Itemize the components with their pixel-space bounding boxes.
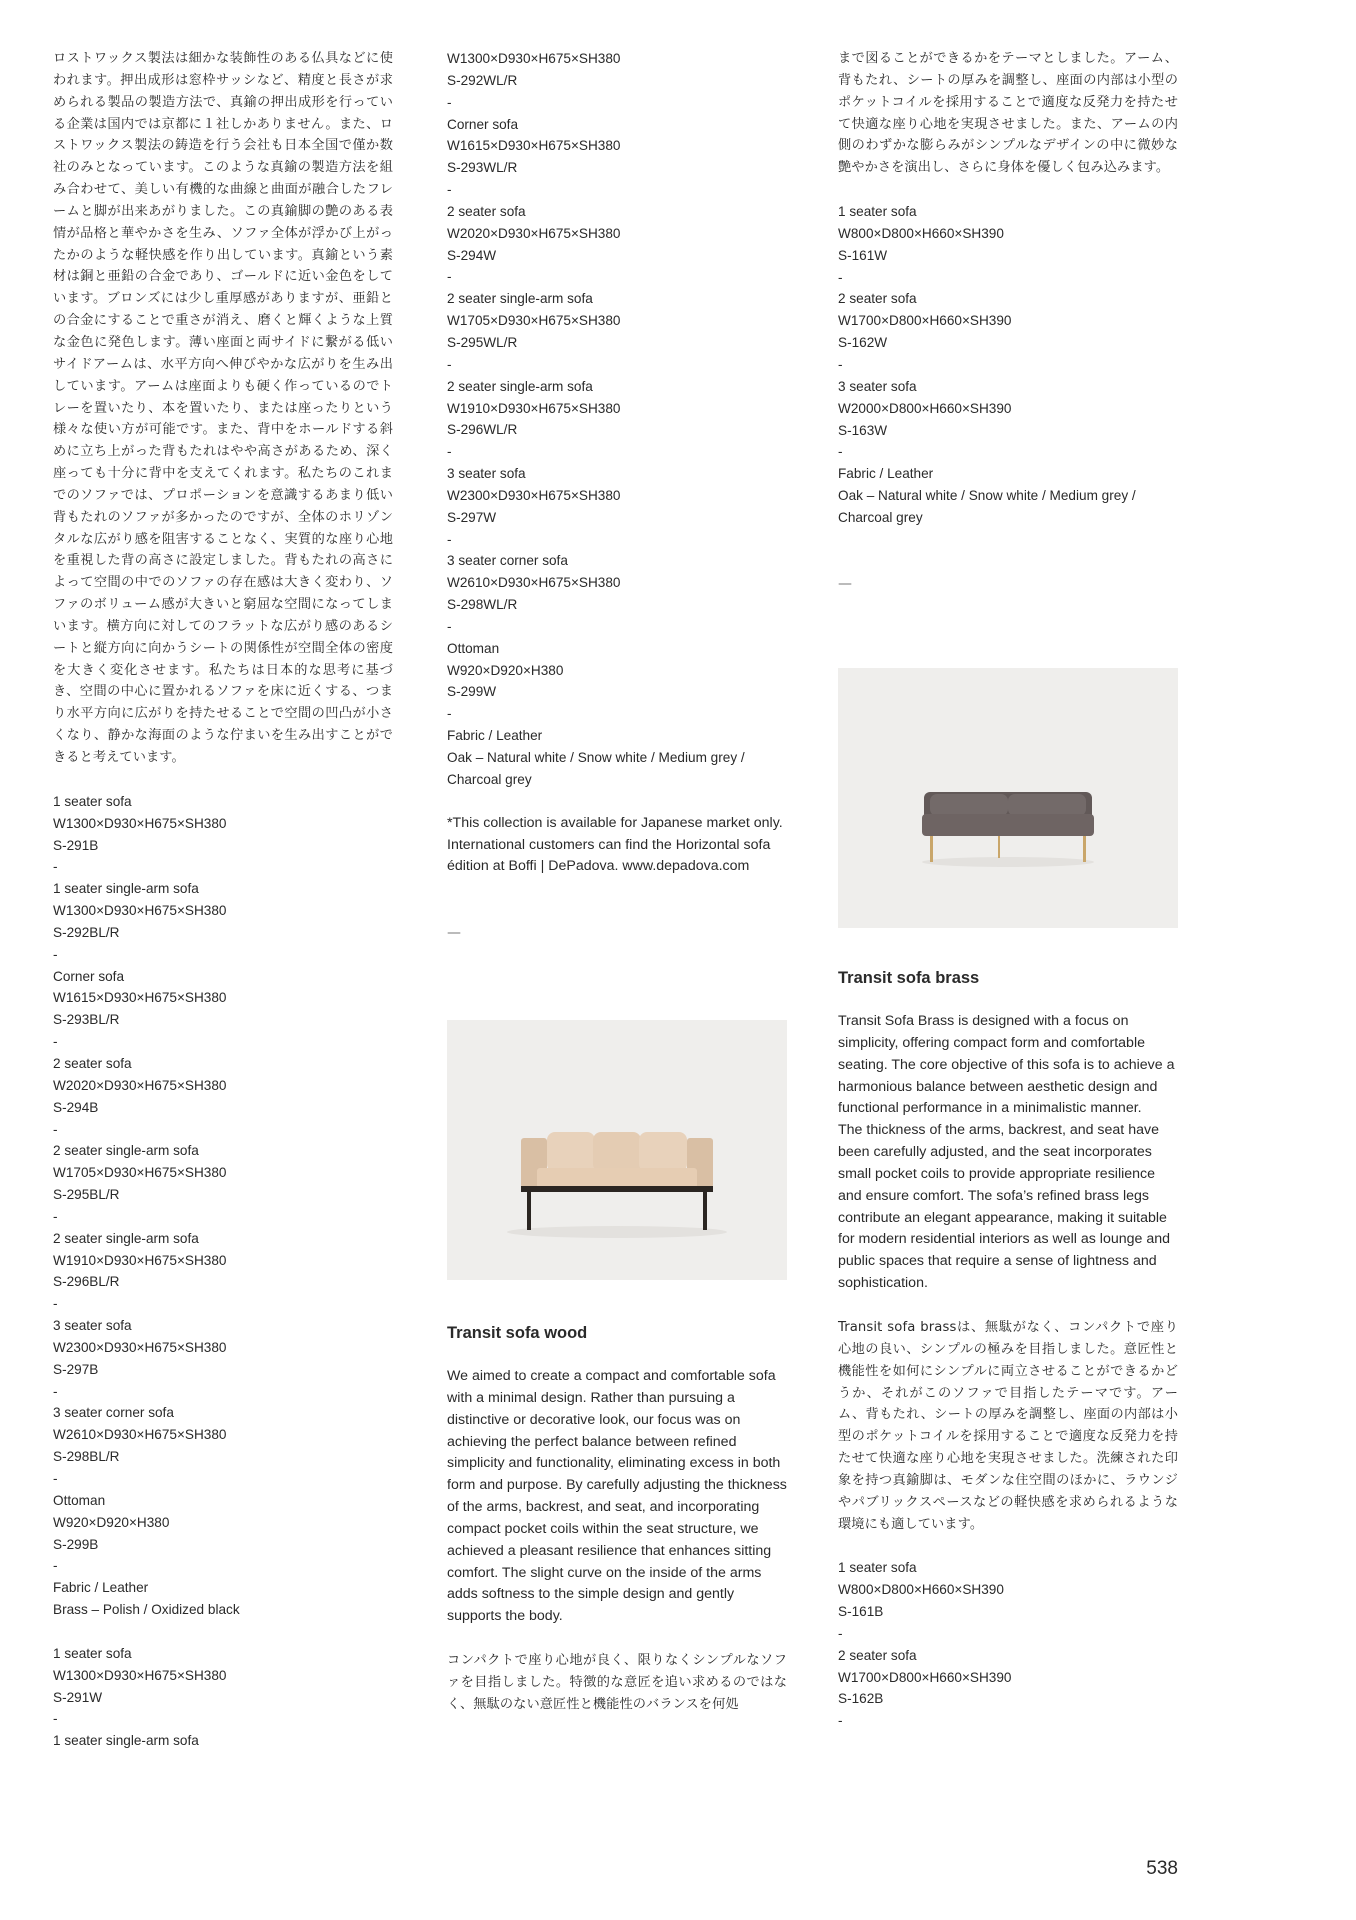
photo-transit-sofa-brass	[838, 668, 1178, 928]
spec-line: W1700×D800×H660×SH390	[838, 313, 1012, 329]
spec-line: W1705×D930×H675×SH380	[53, 1165, 227, 1181]
spec-list-wood-horizontal	[53, 1643, 393, 1752]
spec-line: Ottoman	[53, 1492, 106, 1508]
spec-line: W2020×D930×H675×SH380	[447, 225, 621, 241]
brass-body-jp: Transit sofa brassは、無駄がなく、コンパクトで座り心地の良い、シンプルの極みを目指しました。意匠性と機能性を如何にシンプルに両立させることができるかどうか、それがこのソファで目指したテーマです。アーム、背もたれ、シートの厚みを調整し、座面の内部は小型のポケットコイルを採用することで適度な反発力を持たせて快適な座り心地を実現させました。洗練された印象を持つ真鍮脚は、モダンな住空間のほかに、ラウンジやパブリックスペースなどの軽快感を求められるような環境にも適しています。	[838, 1319, 1178, 1532]
spec-line: -	[53, 859, 58, 875]
spec-line: Corner sofa	[53, 968, 125, 984]
wood-body-jp: コンパクトで座り心地が良く、限りなくシンプルなソファを目指しました。特徴的な意匠を追い求めるのではなく、無駄のない意匠性と機能性のバランスを何処	[447, 1653, 787, 1712]
spec-line: W1910×D930×H675×SH380	[447, 400, 621, 416]
spec-line: -	[53, 946, 58, 962]
spec-line: S-292BL/R	[53, 924, 120, 940]
spec-line: 3 seater sofa	[53, 1318, 132, 1334]
spec-line: 2 seater single-arm sofa	[53, 1230, 199, 1246]
spec-line: -	[53, 1471, 58, 1486]
spec-line: S-291B	[53, 837, 99, 853]
spec-line: S-294W	[447, 247, 497, 263]
spec-list-wood-horizontal-cont	[447, 48, 787, 791]
spec-line: Oak – Natural white / Snow white / Medium grey / Charcoal grey	[447, 750, 749, 787]
spec-line: 3 seater sofa	[447, 466, 526, 482]
spec-line: 1 seater sofa	[838, 204, 917, 220]
spec-line: S-162W	[838, 335, 888, 351]
spec-line: S-293WL/R	[447, 160, 518, 176]
spec-line: -	[447, 706, 452, 722]
spec-line: 1 seater single-arm sofa	[53, 881, 199, 897]
spec-line: S-291W	[53, 1689, 103, 1705]
wood-section	[447, 1322, 787, 1716]
spec-line: W920×D920×H380	[447, 662, 564, 678]
spec-line: Fabric / Leather	[53, 1580, 149, 1596]
spec-list-transit-brass	[838, 1557, 1178, 1732]
spec-line: S-293BL/R	[53, 1012, 120, 1028]
spec-line: -	[53, 1296, 58, 1312]
spec-line: S-161W	[838, 247, 888, 263]
spec-line: -	[447, 269, 452, 285]
spec-line: -	[838, 269, 843, 285]
spec-line: 2 seater sofa	[838, 1647, 917, 1663]
spec-line: W1705×D930×H675×SH380	[447, 313, 621, 329]
spec-line: 2 seater sofa	[53, 1055, 132, 1071]
spec-line: W1300×D930×H675×SH380	[53, 903, 227, 919]
market-note: *This collection is available for Japanese market only. International customers can find the Horizontal sofa édition at Boffi | DePadova. www.depadova.com	[447, 814, 783, 875]
spec-line: W1910×D930×H675×SH380	[53, 1252, 227, 1268]
spec-line: -	[53, 1121, 58, 1137]
spec-line: W1300×D930×H675×SH380	[53, 1667, 227, 1683]
spec-line: S-295WL/R	[447, 334, 518, 350]
spec-line: 3 seater sofa	[838, 378, 917, 394]
spec-line: W800×D800×H660×SH390	[838, 225, 1004, 241]
column-3	[838, 48, 1178, 595]
spec-line: S-299W	[447, 684, 497, 700]
spec-line: 2 seater single-arm sofa	[53, 1143, 199, 1159]
spec-line: -	[53, 1558, 58, 1574]
spec-line: W2300×D930×H675×SH380	[447, 487, 621, 503]
spec-line: S-162B	[838, 1691, 884, 1707]
brass-section	[838, 967, 1178, 1732]
photo-transit-sofa-wood	[447, 1020, 787, 1280]
spec-line: -	[447, 356, 452, 372]
spec-line: Fabric / Leather	[447, 728, 543, 744]
page-number: 538	[1146, 1858, 1178, 1879]
spec-line: 1 seater single-arm sofa	[53, 1733, 199, 1749]
spec-line: -	[53, 1711, 58, 1727]
spec-line: -	[838, 1625, 843, 1641]
spec-line: W2020×D930×H675×SH380	[53, 1077, 227, 1093]
spec-line: Fabric / Leather	[838, 466, 934, 482]
spec-line: 2 seater single-arm sofa	[447, 291, 593, 307]
spec-line: 3 seater corner sofa	[53, 1405, 174, 1421]
spec-line: -	[53, 1034, 58, 1050]
wood-body-jp-cont: まで図ることができるかをテーマとしました。アーム、背もたれ、シートの厚みを調整し、座面の内部は小型のポケットコイルを採用することで適度な反発力を持たせて快適な座り心地を実現させました。また、アームの内側のわずかな膨らみがシンプルなデザインの中に微妙な艶やかさを演出し、さらに身体を優しく包み込みます。	[838, 51, 1178, 176]
spec-line: Corner sofa	[447, 116, 519, 132]
spec-line: W1615×D930×H675×SH380	[53, 990, 227, 1006]
spec-line: -	[53, 1383, 58, 1399]
spec-line: W2610×D930×H675×SH380	[447, 575, 621, 591]
spec-line: 2 seater sofa	[838, 291, 917, 307]
spec-line: Oak – Natural white / Snow white / Medium grey / Charcoal grey	[838, 488, 1140, 525]
spec-line: S-297W	[447, 509, 497, 525]
brass-title: Transit sofa brass	[838, 969, 980, 987]
spec-line: -	[838, 1713, 843, 1729]
spec-line: -	[447, 94, 452, 110]
spec-line: W2300×D930×H675×SH380	[53, 1339, 227, 1355]
spec-list-transit-wood	[838, 201, 1178, 529]
brass-body-en: Transit Sofa Brass is designed with a focus on simplicity, offering compact form and comfortable seating. The core objective of this sofa is to achieve a harmonious balance between aesthetic design and functional performance in a minimalistic manner. The thickness of the arms, backrest, and seat have been carefully adjusted, and the seat incorporates small pocket coils to provide appropriate resilience and ensure comfort. The sofa’s refined brass legs contribute an elegant appearance, making it suitable for modern residential interiors as well as lounge and public spaces that require a sense of lightness and sophistication.	[838, 1013, 1175, 1292]
spec-line: S-295BL/R	[53, 1187, 120, 1203]
wood-title: Transit sofa wood	[447, 1324, 588, 1342]
spec-line: W920×D920×H380	[53, 1514, 170, 1530]
spec-line: S-163W	[838, 422, 888, 438]
spec-line: S-296WL/R	[447, 422, 518, 438]
spec-list-brass-horizontal	[53, 791, 393, 1621]
spec-line: S-297B	[53, 1361, 99, 1377]
spec-line: -	[838, 356, 843, 372]
spec-line: S-299B	[53, 1536, 99, 1552]
spec-line: W2000×D800×H660×SH390	[838, 400, 1012, 416]
spec-line: -	[53, 1208, 58, 1224]
spec-line: S-296BL/R	[53, 1274, 120, 1290]
spec-line: Ottoman	[447, 640, 500, 656]
spec-line: -	[447, 531, 452, 547]
spec-line: W1615×D930×H675×SH380	[447, 138, 621, 154]
spec-line: S-298BL/R	[53, 1449, 120, 1465]
spec-line: -	[447, 444, 452, 460]
spec-line: -	[447, 182, 452, 198]
spec-line: S-161B	[838, 1604, 884, 1620]
spec-line: 1 seater sofa	[53, 793, 132, 809]
spec-line: Brass – Polish / Oxidized black	[53, 1602, 240, 1618]
spec-line: W1700×D800×H660×SH390	[838, 1669, 1012, 1685]
spec-line: W1300×D930×H675×SH380	[447, 51, 621, 66]
spec-line: -	[447, 618, 452, 634]
column-1	[53, 48, 393, 1752]
section-divider: —	[838, 575, 852, 592]
section-divider: —	[447, 925, 461, 942]
spec-line: W800×D800×H660×SH390	[838, 1582, 1004, 1598]
intro-jp-text: ロストワックス製法は細かな装飾性のある仏具などに使われます。押出成形は窓枠サッシなど、精度と長さが求められる製品の製造方法で、真鍮の押出成形を行っている企業は国内では京都に１社しかありません。また、ロストワックス製法の鋳造を行う会社も日本全国で僅か数社のみとなっています。このような真鍮の製造方法を組み合わせて、美しい有機的な曲線と曲面が融合したフレームと脚が出来あがりました。この真鍮脚の艶のある表情が品格と華やかさを生み、ソファ全体が浮かび上がったかのような軽快感を作り出しています。真鍮という素材は銅と亜鉛の合金であり、ゴールドに近い金色をしています。ブロンズには少し重厚感がありますが、亜鉛との合金にすることで重さが消え、磨くと輝くような上質な金色に発色します。薄い座面と両サイドに繋がる低いサイドアームは、水平方向へ伸びやかな広がりを生み出しています。アームは座面よりも硬く作っているのでトレーを置いたり、本を置いたり、または座ったりという様々な使い方が可能です。また、背中をホールドする斜めに立ち上がった背もたれはやや高さがあるため、深く座っても十分に背中を支えてくれます。私たちのこれまでのソファでは、プロポーションを意識するあまり低い背もたれのソファが多かったのですが、全体のホリゾンタルな広がり感を阻害することなく、実質的な座り心地を重視した背の高さに設定しました。背もたれの高さによって空間の中でのソファの存在感は大きく変わり、ソファのボリューム感が大きいと窮屈な空間になってしまいます。横方向に対してのフラットな広がり感のあるシートと縦方向に向かうシートの関係性が空間全体の密度を大きく変化させます。私たちは日本的な思考に基づき、空間の中心に置かれるソファを床に近くする、つまり水平方向に広がりを持たせることで空間の凹凸が小さくなり、静かな海面のような佇まいを生み出すことができると考えています。	[53, 51, 393, 765]
spec-line: W1300×D930×H675×SH380	[53, 815, 227, 831]
spec-line: S-298WL/R	[447, 597, 518, 613]
spec-line: -	[838, 444, 843, 460]
spec-line: 2 seater sofa	[447, 203, 526, 219]
column-2	[447, 48, 787, 944]
spec-line: W2610×D930×H675×SH380	[53, 1427, 227, 1443]
spec-line: 1 seater sofa	[53, 1645, 132, 1661]
spec-line: 1 seater sofa	[838, 1560, 917, 1576]
spec-line: S-292WL/R	[447, 72, 518, 88]
spec-line: 2 seater single-arm sofa	[447, 378, 593, 394]
spec-line: S-294B	[53, 1099, 99, 1115]
wood-body-en: We aimed to create a compact and comfortable sofa with a minimal design. Rather than pursuing a distinctive or decorative look, our focus was on achieving the perfect balance between refined simplicity and functionality, eliminating excess in both form and purpose. By carefully adjusting the thickness of the arms, backrest, and seat, and incorporating compact pocket coils within the seat structure, we achieved a pleasant resilience that enhances sitting comfort. The slight curve on the inside of the arms adds softness to the simple design and gently supports the body.	[447, 1368, 787, 1625]
spec-line: 3 seater corner sofa	[447, 553, 568, 569]
